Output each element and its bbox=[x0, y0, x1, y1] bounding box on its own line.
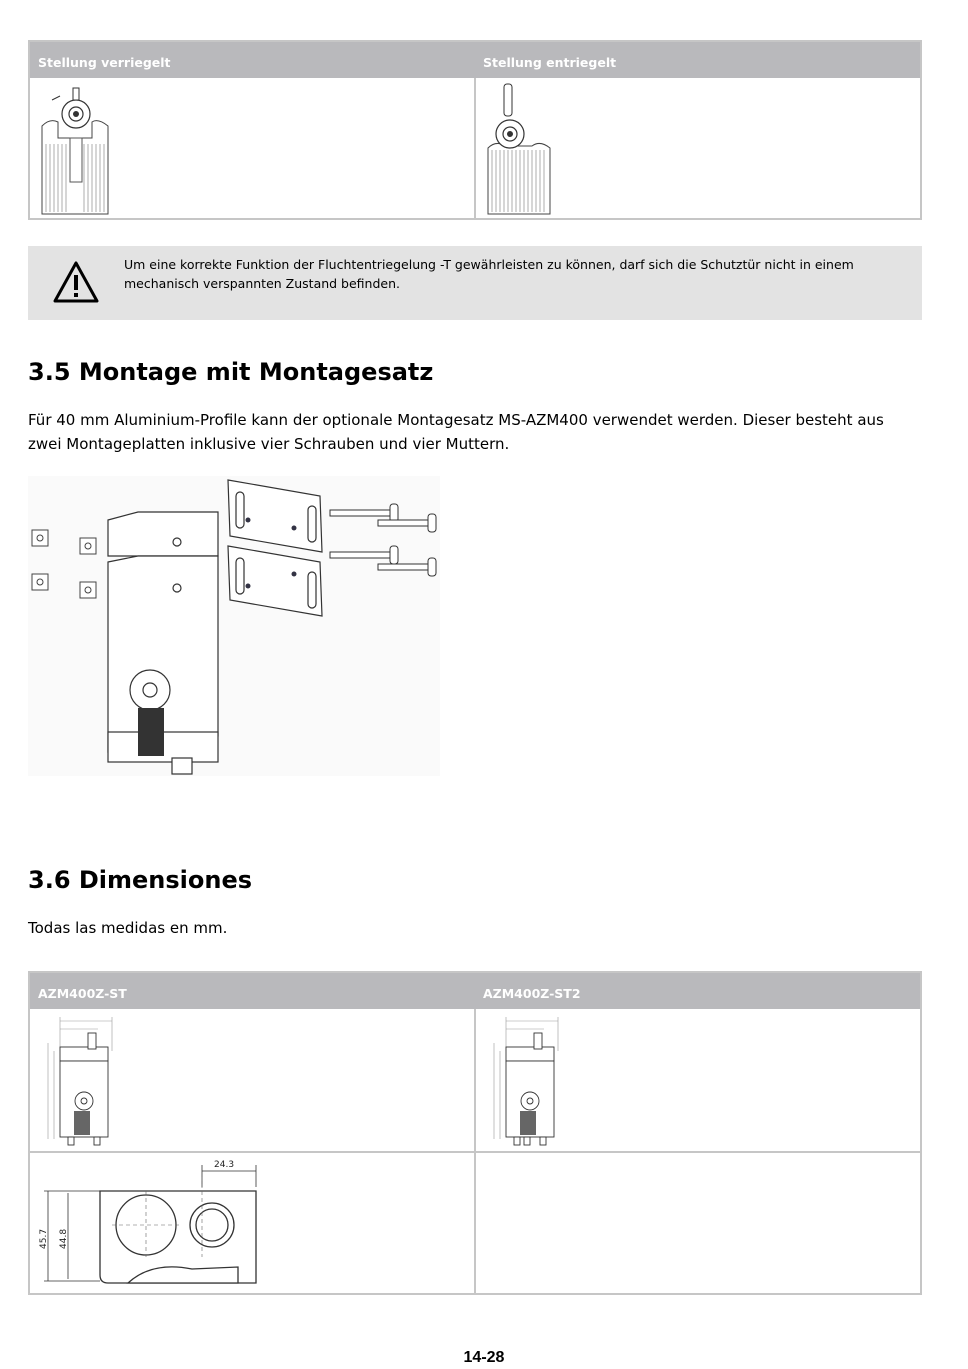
header-azm400z-st2: AZM400Z-ST2 bbox=[483, 986, 581, 1001]
actuator-head-dimension-drawing bbox=[39, 1157, 274, 1293]
page-number: 14-28 bbox=[463, 1349, 505, 1366]
lock-position-table bbox=[28, 40, 922, 220]
dim-label-left-outer: 45.7 bbox=[39, 1228, 49, 1249]
locked-position-cell bbox=[30, 78, 474, 218]
section-paragraph-montage: Für 40 mm Aluminium-Profile kann der optionale Montagesatz MS-AZM400 verwendet werden. Dieser besteht aus zwei Montageplatten inklusive vier Schrauben und vier Muttern. bbox=[28, 411, 884, 453]
dim-label-top: 24.3 bbox=[214, 1160, 235, 1170]
warning-triangle-icon bbox=[52, 260, 100, 304]
dimension-detail-cell bbox=[30, 1153, 474, 1295]
warning-text: Um eine korrekte Funktion der Fluchtentriegelung -T gewährleisten zu können, darf sich die Schutztür nicht in einem mechanisch verspannten Zustand befinden. bbox=[124, 257, 854, 291]
section-heading-montage: 3.5 Montage mit Montagesatz bbox=[28, 358, 434, 386]
dimension-table-header bbox=[30, 973, 920, 1009]
azm400z-st-cell bbox=[30, 1009, 474, 1151]
mounting-kit-illustration bbox=[28, 476, 440, 776]
azm400z-st-dimension-drawing bbox=[38, 1011, 138, 1149]
header-locked: Stellung verriegelt bbox=[38, 55, 171, 70]
header-azm400z-st: AZM400Z-ST bbox=[38, 986, 127, 1001]
locked-position-drawing bbox=[38, 78, 118, 218]
lock-table-header bbox=[30, 42, 920, 78]
azm400z-st2-dimension-drawing bbox=[484, 1011, 584, 1149]
dimension-table bbox=[28, 971, 922, 1295]
dim-label-left-inner: 44.8 bbox=[59, 1228, 69, 1249]
unlocked-position-drawing bbox=[484, 78, 564, 218]
section-paragraph-dimensiones: Todas las medidas en mm. bbox=[28, 919, 228, 937]
empty-cell bbox=[474, 1153, 920, 1295]
warning-box bbox=[28, 246, 922, 320]
section-heading-dimensiones: 3.6 Dimensiones bbox=[28, 866, 253, 894]
azm400z-st2-cell bbox=[474, 1009, 920, 1151]
header-unlocked: Stellung entriegelt bbox=[483, 55, 617, 70]
unlocked-position-cell bbox=[474, 78, 920, 218]
